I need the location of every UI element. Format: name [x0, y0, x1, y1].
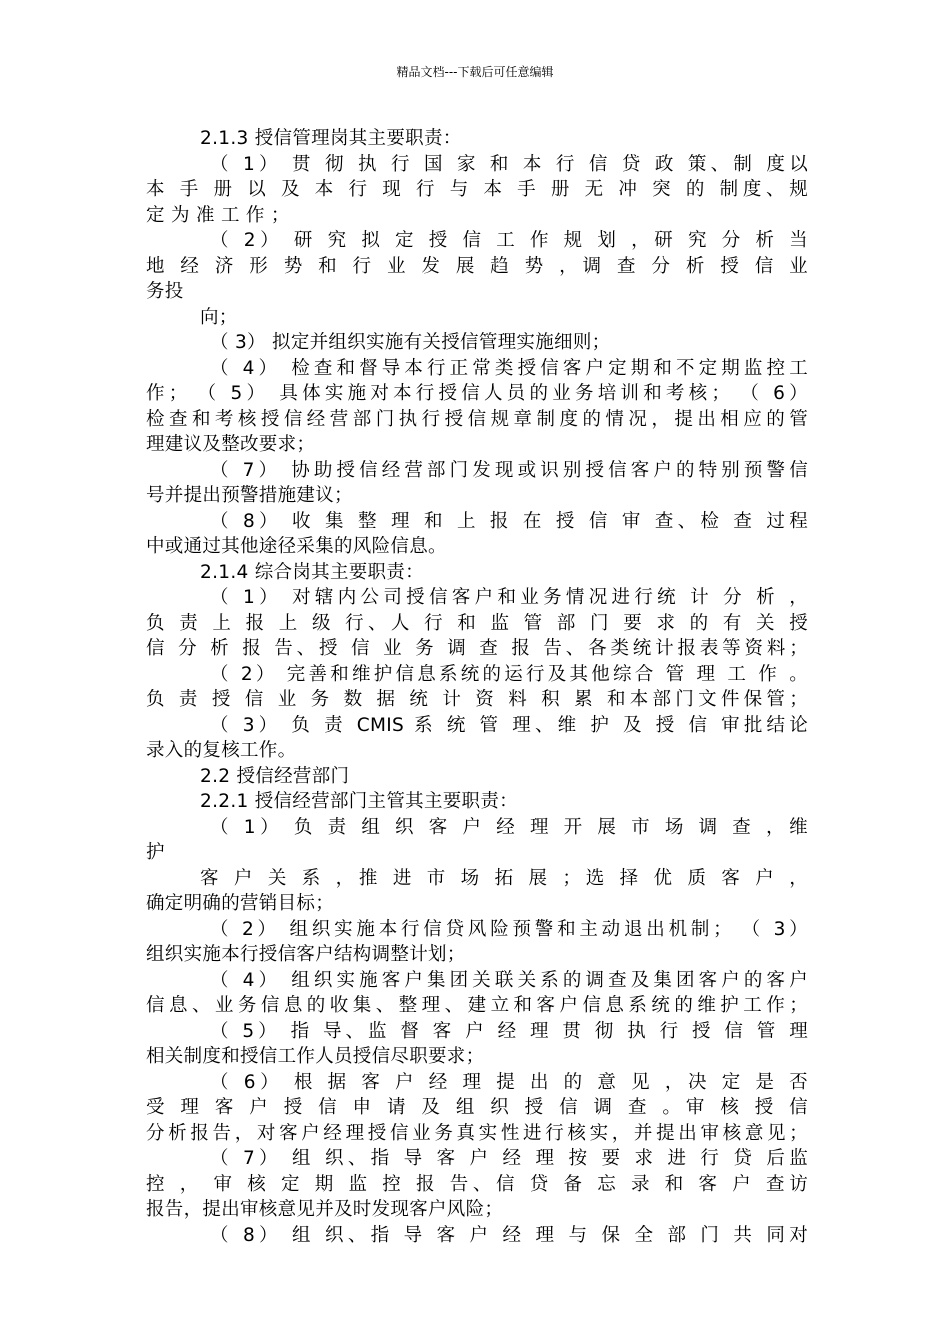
paragraph-line: （ 2） 研 究 拟 定 授 信 工 作 规 划 ，研 究 分 析 当: [210, 230, 808, 251]
paragraph-line: （ 4） 组织实施客户集团关联关系的调查及集团客户的客户: [210, 969, 808, 991]
paragraph-line: 检查和考核授信经营部门执行授信规章制度的情况，提出相应的管: [146, 408, 808, 430]
paragraph-line: （ 3） 拟定并组织实施有关授信管理实施细则；: [210, 332, 611, 353]
paragraph-line: （ 8） 组 织、指 导 客 户 经 理 与 保 全 部 门 共 同对: [210, 1224, 808, 1246]
paragraph-line: 分析报告，对客户经理授信业务真实性进行核实，并提出审核意见；: [146, 1122, 808, 1144]
paragraph-line: 负 责 上 报 上 级 行、人 行 和 监 管 部 门 要 求 的 有 关 授: [146, 612, 808, 634]
section-heading-2-2: 2.2 授信经营部门: [200, 765, 350, 787]
paragraph-line: （ 3） 负 责 CMIS 系 统 管 理、维 护 及 授 信 审批结论: [210, 714, 808, 736]
paragraph-line: 务投: [146, 281, 184, 302]
paragraph-line: （ 7） 协助授信经营部门发现或识别授信客户的特别预警信: [210, 459, 808, 481]
section-heading-2-1-3: 2.1.3 授信管理岗其主要职责：: [200, 128, 462, 149]
paragraph-line: 报告，提出审核意见并及时发现客户风险；: [146, 1199, 504, 1220]
paragraph-line: 地 经 济 形 势 和 行 业 发 展 趋 势 ，调 查 分 析 授 信 业: [146, 255, 808, 277]
paragraph-line: 负 责 授 信 业 务 数 据 统 计 资 料 积 累 和本部门文件保管；: [146, 689, 808, 710]
paragraph-line: （ 1） 负 责 组 织 客 户 经 理 开 展 市 场 调 查 ，维: [210, 816, 808, 838]
paragraph-line: （ 1） 贯 彻 执 行 国 家 和 本 行 信 贷 政 策、制 度以: [210, 153, 808, 175]
paragraph-line: 客 户 关 系 ，推 进 市 场 拓 展 ；选 择 优 质 客 户 ，: [200, 867, 808, 889]
paragraph-line: （ 5） 指 导、监 督 客 户 经 理 贯 彻 执 行 授 信 管 理: [210, 1020, 808, 1042]
paragraph-line: 本 手 册 以 及 本 行 现 行 与 本 手 册 无 冲 突 的 制度、规: [146, 179, 808, 200]
paragraph-line: 信 分 析 报 告、授 信 业 务 调 查 报 告、各类统计报表等资料；: [146, 638, 808, 659]
paragraph-line: 相关制度和授信工作人员授信尽职要求；: [146, 1046, 485, 1067]
paragraph-line: （ 6） 根 据 客 户 经 理 提 出 的 意 见 ，决 定 是 否: [210, 1071, 808, 1093]
paragraph-line: 录入的复核工作。: [146, 740, 297, 761]
paragraph-line: 理建议及整改要求；: [146, 434, 316, 455]
paragraph-line: 受 理 客 户 授 信 申 请 及 组 织 授 信 调 查 。审 核 授 信: [146, 1097, 808, 1118]
paragraph-line: 控 ， 审 核 定 期 监 控 报 告、信 贷 备 忘 录 和 客 户 查访: [146, 1173, 808, 1195]
paragraph-line: 确定明确的营销目标；: [146, 893, 335, 914]
paragraph-line: 组织实施本行授信客户结构调整计划；: [146, 944, 466, 965]
paragraph-line: （ 8） 收 集 整 理 和 上 报 在 授 信 审 查、检 查 过程: [210, 510, 808, 532]
paragraph-line: 护: [146, 842, 165, 863]
section-heading-2-1-4: 2.1.4 综合岗其主要职责：: [200, 561, 424, 583]
paragraph-line: 号并提出预警措施建议；: [146, 485, 353, 506]
paragraph-line: （ 2） 组织实施本行信贷风险预警和主动退出机制； （ 3）: [210, 918, 808, 940]
paragraph-line: 信息、业务信息的收集、整理、建立和客户信息系统的维护工作；: [146, 995, 808, 1016]
paragraph-line: 向；: [200, 306, 238, 328]
page-header: 精品文档---下载后可任意编辑: [396, 65, 554, 79]
paragraph-line: （ 1） 对辖内公司授信客户和业务情况进行统 计 分 析 ，: [210, 587, 808, 608]
paragraph-line: 定 为 准 工 作 ；: [146, 204, 290, 226]
document-body: [146, 126, 808, 1248]
paragraph-line: （ 4） 检查和督导本行正常类授信客户定期和不定期监控工: [210, 357, 808, 379]
section-heading-2-2-1: 2.2.1 授信经营部门主管其主要职责：: [200, 791, 518, 812]
paragraph-line: （ 7） 组 织、指 导 客 户 经 理 按 要 求 进 行 贷 后监: [210, 1148, 808, 1169]
paragraph-line: （ 2） 完善和维护信息系统的运行及其他综合 管 理 工 作 。: [210, 663, 808, 685]
paragraph-line: 中或通过其他途径采集的风险信息。: [146, 536, 447, 557]
paragraph-line: 作； （ 5） 具体实施对本行授信人员的业务培训和考核； （ 6）: [146, 383, 808, 404]
